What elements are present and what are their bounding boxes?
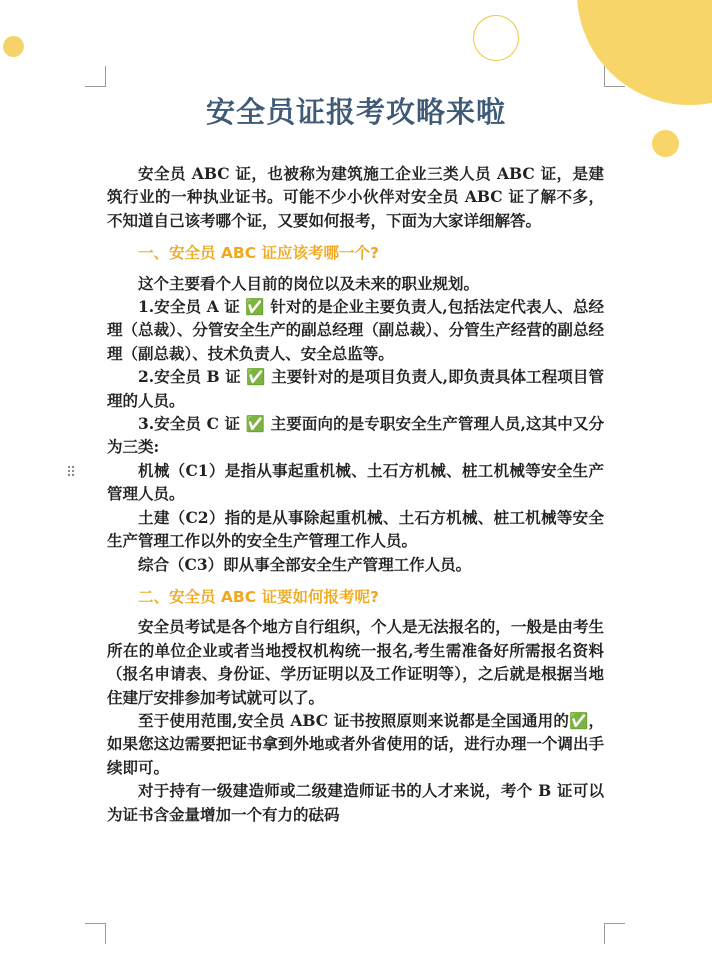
decorative-ring	[473, 15, 519, 61]
page-corner-mark-bottom-right	[604, 923, 625, 944]
page-corner-mark-bottom-left	[85, 923, 106, 944]
section-1-paragraph: 综合（C3）即从事全部安全生产管理工作人员。	[138, 554, 472, 574]
section-1-paragraph: 1.安全员 A 证 ✅ 针对的是企业主要负责人,包括法定代表人、总经理（总裁）、分管安全生产的副总经理（副总裁）、分管生产经营的副总经理（副总裁）、技术负责人、安全总监等。	[107, 297, 604, 363]
section-1-paragraph: 2.安全员 B 证 ✅ 主要针对的是项目负责人,即负责具体工程项目管理的人员。	[107, 367, 604, 410]
section-2-paragraph: 安全员考试是各个地方自行组织，个人是无法报名的，一般是由考生所在的单位企业或者当地授权机构统一报名,考生需准备好所需报名资料（报名申请表、身份证、学历证明以及工作证明等），之后就是根据当地住建厅安排参加考试就可以了。	[107, 617, 604, 707]
page-corner-mark-top-right	[604, 66, 625, 87]
section-1-paragraph: 土建（C2）指的是从事除起重机械、土石方机械、桩工机械等安全生产管理工作以外的安全生产管理工作人员。	[107, 507, 604, 551]
intro-paragraph: 安全员 ABC 证，也被称为建筑施工企业三类人员 ABC 证，是建筑行业的一种执业证书。可能不少小伙伴对安全员 ABC 证了解不多，不知道自己该考哪个证，又要如何报考，下面为大家详细解答。	[107, 164, 604, 230]
section-1-paragraph: 机械（C1）是指从事起重机械、土石方机械、桩工机械等安全生产管理人员。	[107, 460, 604, 504]
section-1-heading: 一、安全员 ABC 证应该考哪一个?	[138, 244, 379, 263]
section-2-paragraph: 至于使用范围,安全员 ABC 证书按照原则来说都是全国通用的✅，如果您这边需要把证书拿到外地或者外省使用的话，进行办理一个调出手续即可。	[107, 710, 604, 777]
decorative-small-dot-left	[3, 36, 24, 57]
section-1-paragraph: 这个主要看个人目前的岗位以及未来的职业规划。	[138, 273, 480, 293]
decorative-small-dot-right	[652, 130, 679, 157]
section-1-paragraph: 3.安全员 C 证 ✅ 主要面向的是专职安全生产管理人员,这其中又分为三类:	[107, 414, 604, 457]
page-corner-mark-top-left	[85, 66, 106, 87]
drag-handle-icon[interactable]: ⠿	[66, 465, 77, 481]
section-2-heading: 二、安全员 ABC 证要如何报考呢?	[138, 587, 379, 606]
section-2-paragraph: 对于持有一级建造师或二级建造师证书的人才来说，考个 B 证可以为证书含金量增加一个有力的砝码	[107, 781, 604, 824]
document-body	[107, 162, 604, 826]
page-title: 安全员证报考攻略来啦	[205, 95, 506, 129]
